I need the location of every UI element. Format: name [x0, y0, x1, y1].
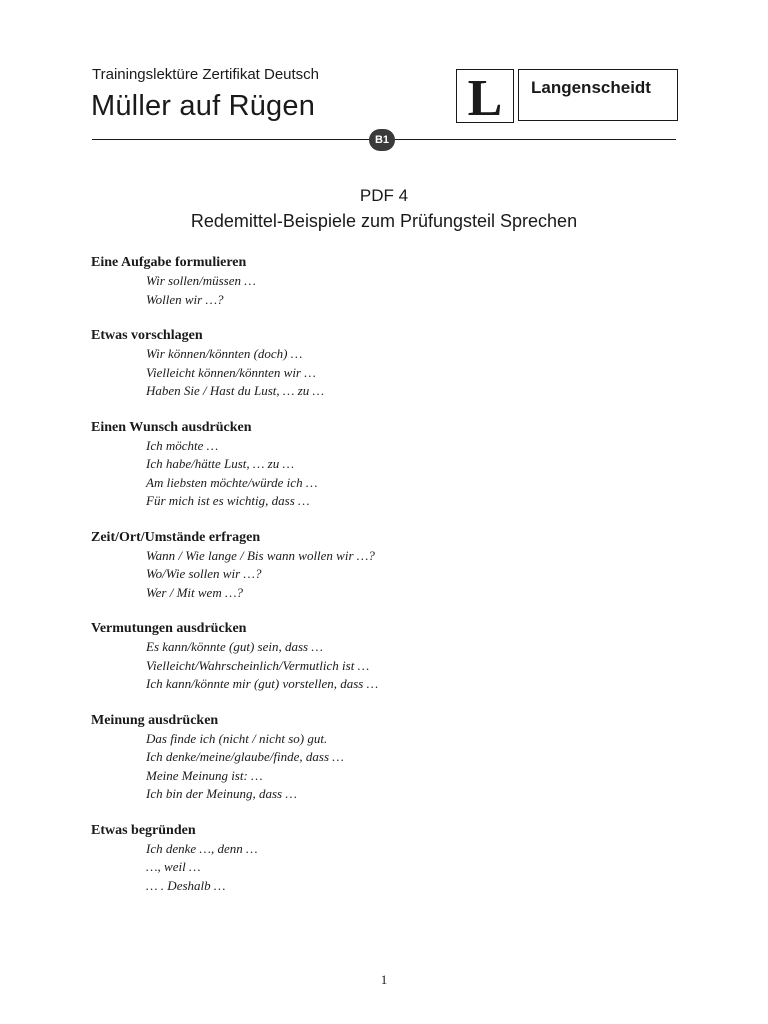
phrase-section — [91, 712, 691, 804]
phrase-item: Haben Sie / Hast du Lust, … zu … — [146, 383, 325, 398]
svg-text:L: L — [467, 73, 503, 119]
level-badge: B1 — [369, 129, 395, 151]
phrase-item: Wo/Wie sollen wir …? — [146, 566, 262, 581]
page-number: 1 — [380, 972, 388, 987]
phrase-item: Ich möchte … — [146, 437, 219, 453]
phrase-item: Am liebsten möchte/würde ich … — [146, 474, 318, 490]
phrase-item: …, weil … — [146, 859, 201, 874]
phrase-section — [91, 822, 691, 896]
section-title: Etwas vorschlagen — [91, 328, 203, 343]
phrase-item: Wir sollen/müssen … — [146, 273, 256, 288]
header-title: Müller auf Rügen — [91, 90, 316, 122]
phrase-section — [91, 620, 691, 694]
section-title: Vermutungen ausdrücken — [91, 621, 247, 636]
phrase-item: Wann / Wie lange / Bis wann wollen wir …? — [146, 547, 375, 563]
logo-letter-icon — [465, 73, 505, 119]
phrase-item: Das finde ich (nicht / nicht so) gut. — [146, 730, 328, 746]
section-title: Eine Aufgabe formulieren — [91, 255, 247, 270]
phrase-section — [91, 419, 691, 511]
phrase-item: Vielleicht können/könnten wir … — [146, 364, 316, 380]
section-title: Zeit/Ort/Umstände erfragen — [91, 529, 261, 545]
phrase-section — [91, 254, 691, 309]
phrase-section — [91, 529, 691, 603]
phrase-item: … . Deshalb … — [146, 877, 226, 893]
document-label: PDF 4 — [359, 186, 409, 205]
phrase-item: Ich denke …, denn … — [146, 840, 258, 856]
phrase-item: Ich habe/hätte Lust, … zu … — [146, 456, 295, 471]
phrase-item: Wer / Mit wem …? — [146, 584, 244, 600]
phrase-item: Ich denke/meine/glaube/finde, dass … — [146, 749, 344, 764]
section-title: Einen Wunsch ausdrücken — [91, 419, 252, 435]
section-title: Meinung ausdrücken — [91, 712, 219, 728]
phrase-item: Wollen wir …? — [146, 291, 224, 307]
phrase-item: Wir können/könnten (doch) … — [146, 346, 303, 361]
brand-name: Langenscheidt — [531, 78, 651, 97]
header-subtitle: Trainingslektüre Zertifikat Deutsch — [92, 66, 320, 83]
phrase-item: Ich bin der Meinung, dass … — [146, 786, 297, 801]
phrase-item: Meine Meinung ist: … — [146, 767, 263, 783]
phrase-item: Es kann/könnte (gut) sein, dass … — [146, 639, 323, 654]
phrase-item: Für mich ist es wichtig, dass … — [146, 493, 310, 508]
logo — [456, 69, 514, 123]
phrase-section — [91, 327, 691, 401]
brand-box — [518, 69, 678, 121]
section-title: Etwas begründen — [91, 822, 196, 838]
phrase-item: Ich kann/könnte mir (gut) vorstellen, dass … — [146, 676, 379, 691]
phrase-item: Vielleicht/Wahrscheinlich/Vermutlich ist … — [146, 657, 370, 673]
phrase-sections — [91, 254, 691, 913]
document-heading: Redemittel-Beispiele zum Prüfungsteil Sprechen — [190, 211, 578, 231]
